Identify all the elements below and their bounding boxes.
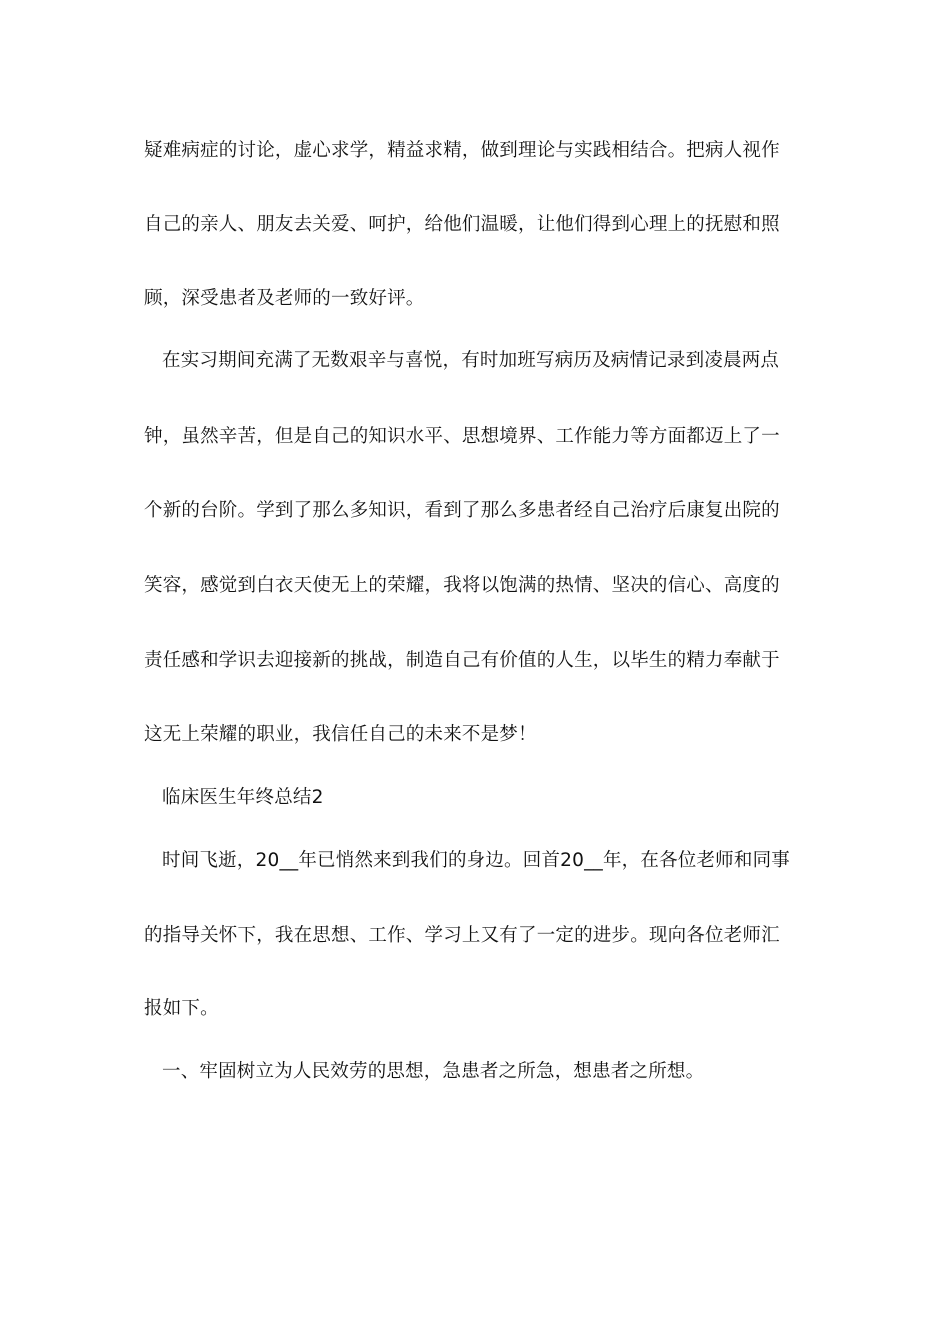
text-line: 自己的亲人、朋友去关爱、呵护，给他们温暖，让他们得到心理上的抚慰和照 (144, 214, 780, 235)
text-line: 责任感和学识去迎接新的挑战，制造自己有价值的人生，以毕生的精力奉献于 (144, 650, 780, 671)
numbered-point-line: 一、牢固树立为人民效劳的思想，急患者之所急，想患者之所想。 (162, 1061, 705, 1082)
text-line: 钟，虽然辛苦，但是自己的知识水平、思想境界、工作能力等方面都迈上了一 (144, 426, 780, 447)
text-line: 的指导关怀下，我在思想、工作、学习上又有了一定的进步。现向各位老师汇 (144, 925, 780, 946)
text-line: 报如下。 (144, 998, 219, 1019)
text-line: 疑难病症的讨论，虚心求学，精益求精，做到理论与实践相结合。把病人视作 (144, 140, 780, 161)
text-line: 顾，深受患者及老师的一致好评。 (144, 288, 425, 309)
section-heading: 临床医生年终总结2 (162, 787, 324, 808)
text-line: 个新的台阶。学到了那么多知识，看到了那么多患者经自己治疗后康复出院的 (144, 500, 780, 521)
text-line: 这无上荣耀的职业，我信任自己的未来不是梦！ (144, 724, 537, 745)
paragraph-start-line: 在实习期间充满了无数艰辛与喜悦，有时加班写病历及病情记录到凌晨两点 (162, 350, 780, 371)
paragraph-start-line: 时间飞逝，20__年已悄然来到我们的身边。回首20__年，在各位老师和同事 (162, 850, 790, 871)
text-line: 笑容，感觉到白衣天使无上的荣耀，我将以饱满的热情、坚决的信心、高度的 (144, 575, 780, 596)
